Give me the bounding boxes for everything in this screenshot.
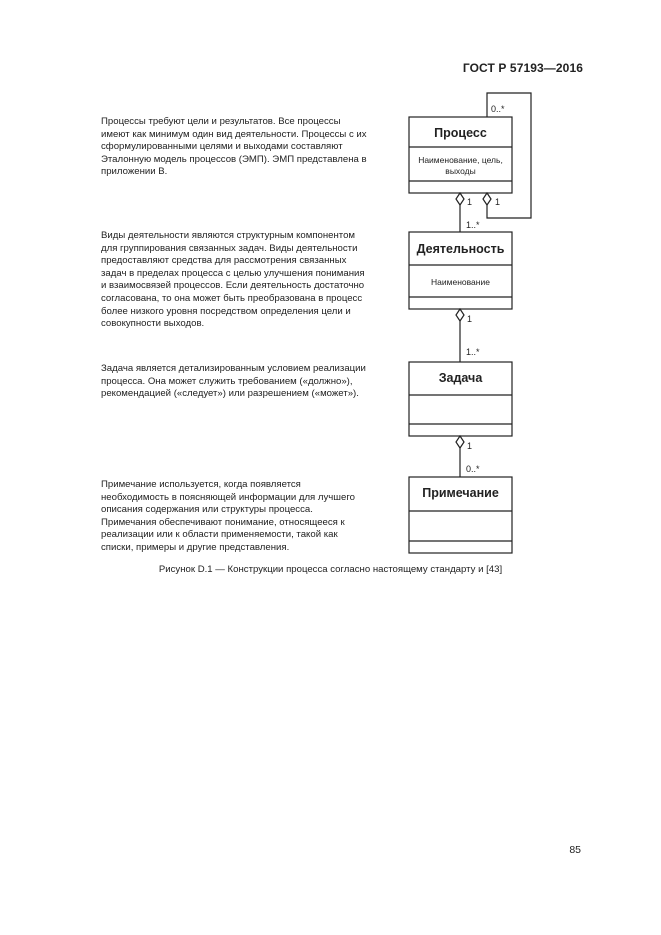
- standard-header: ГОСТ Р 57193—2016: [462, 61, 583, 75]
- process-self-association: [487, 93, 531, 218]
- activity-class-name: Деятельность: [416, 242, 505, 256]
- multiplicity-note-end: 0..*: [466, 464, 480, 474]
- class-note: [409, 477, 512, 553]
- class-activity: [409, 232, 512, 309]
- process-class-name: Процесс: [434, 126, 487, 140]
- page-number: 85: [569, 844, 581, 856]
- process-description: Процессы требуют цели и результатов. Все процессы имеют как минимум один вид деятельности. Процессы с их сформулированными целями и выходами составляют Эталонную модель процессов (ЭМП). ЭМП представлена в приложении В.: [101, 116, 367, 178]
- aggregation-diamond: [456, 436, 464, 448]
- note-class-name: Примечание: [422, 486, 499, 500]
- aggregation-diamond: [483, 193, 491, 205]
- multiplicity-self-loop: 0..*: [491, 104, 505, 114]
- class-process: [409, 117, 512, 193]
- activity-description: Виды деятельности являются структурным компонентом для группирования связанных задач. Виды деятельности предоставляют средства для рассмотрения связанных задач в пределах процесса с целью улучшения понимания и взаимосвязей процессов. Если деятельность достаточно согласована, то она может быть преобразована в процесс более низкого уровня посредством определения цели и совокупности выходов.: [101, 230, 365, 330]
- aggregation-diamond: [456, 309, 464, 321]
- class-task: [409, 362, 512, 436]
- multiplicity-task-agg: 1: [467, 441, 473, 451]
- figure-caption: Рисунок D.1 — Конструкции процесса согласно настоящему стандарту и [43]: [158, 564, 503, 575]
- process-class-attributes-line1: Наименование, цель,: [418, 155, 503, 165]
- multiplicity-process-left: 1: [467, 197, 473, 207]
- multiplicity-activity-end: 1..*: [466, 220, 480, 230]
- task-description: Задача является детализированным условием реализации процесса. Она может служить требованием («должно»), рекомендацией («следует») или разрешением («может»).: [101, 363, 366, 400]
- multiplicity-task-end: 1..*: [466, 347, 480, 357]
- activity-class-attributes: Наименование: [431, 277, 490, 287]
- multiplicity-activity-agg: 1: [467, 314, 473, 324]
- aggregation-diamond: [456, 193, 464, 205]
- note-description: Примечание используется, когда появляется необходимость в поясняющей информации для лучшего описания содержания или структуры процесса. Примечания обеспечивают понимание, относящееся к реализации или к области применяемости, такой как списки, примеры и другие представления.: [101, 479, 355, 553]
- multiplicity-process-right: 1: [495, 197, 501, 207]
- process-class-attributes-line2: выходы: [445, 166, 476, 176]
- task-class-name: Задача: [438, 371, 483, 385]
